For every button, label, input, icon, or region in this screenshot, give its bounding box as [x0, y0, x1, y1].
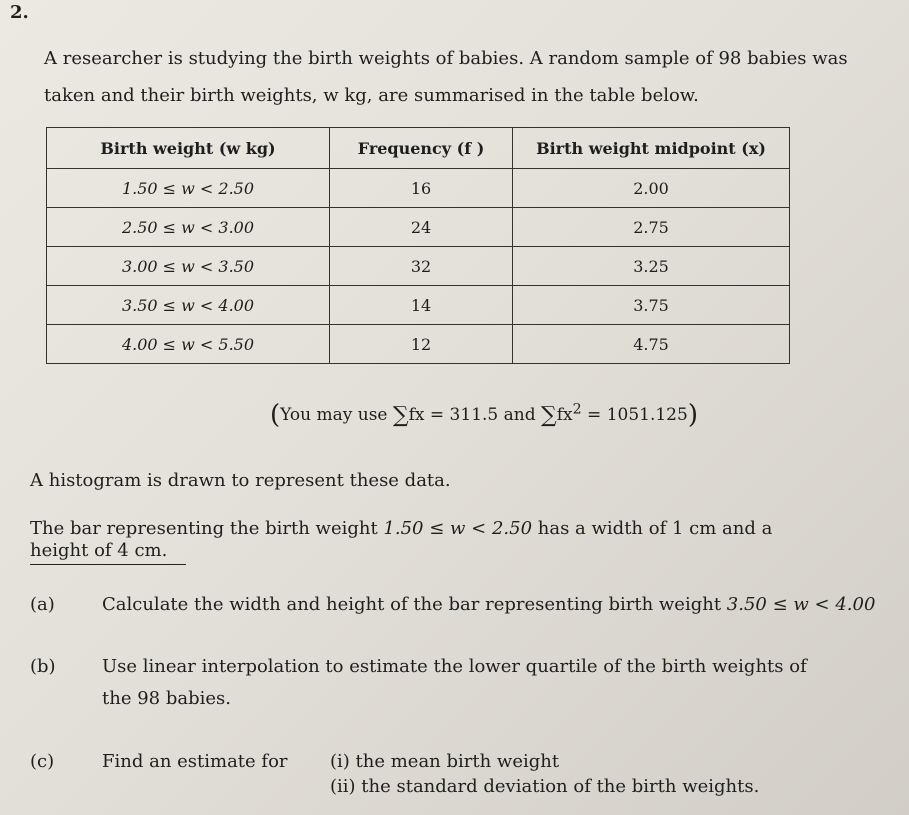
hint-prefix: You may use — [280, 405, 388, 425]
part-c-i: (i) the mean birth weight — [330, 751, 560, 772]
sum-fx2-value: = 1051.125 — [581, 405, 688, 425]
sigma-icon: ∑ — [392, 403, 409, 428]
midpoint-cell: 3.25 — [513, 247, 790, 286]
frequency-cell: 14 — [330, 286, 513, 325]
range-cell: 4.00 ≤ w < 5.50 — [47, 325, 330, 364]
bar-description-line-1 — [30, 518, 772, 539]
hint-and: and — [503, 405, 536, 425]
frequency-cell: 12 — [330, 325, 513, 364]
open-paren-glyph: ( — [270, 400, 281, 430]
table-row — [47, 325, 790, 364]
midpoint-cell: 2.00 — [513, 169, 790, 208]
intro-paragraph — [44, 40, 874, 114]
range-cell: 3.00 ≤ w < 3.50 — [47, 247, 330, 286]
birth-weight-table — [46, 127, 790, 364]
question-number: 2. — [10, 2, 29, 23]
part-b-line-1: Use linear interpolation to estimate the lower quartile of the birth weights of — [102, 656, 807, 677]
part-c-text: Find an estimate for — [102, 751, 288, 772]
midpoint-cell: 2.75 — [513, 208, 790, 247]
range-cell: 1.50 ≤ w < 2.50 — [47, 169, 330, 208]
bar-range: 1.50 ≤ w < 2.50 — [383, 518, 533, 539]
part-b-label: (b) — [30, 656, 56, 677]
part-a-text — [102, 594, 875, 615]
frequency-cell: 24 — [330, 208, 513, 247]
part-a-label: (a) — [30, 594, 55, 615]
part-a-question: Calculate the width and height of the bar representing birth weight — [102, 594, 727, 615]
range-cell: 2.50 ≤ w < 3.00 — [47, 208, 330, 247]
header-frequency: Frequency (f ) — [330, 128, 513, 169]
midpoint-cell: 4.75 — [513, 325, 790, 364]
range-cell: 3.50 ≤ w < 4.00 — [47, 286, 330, 325]
formula-hint — [270, 400, 698, 430]
table-header-row — [47, 128, 790, 169]
close-paren-glyph: ) — [687, 400, 698, 430]
intro-line-2: taken and their birth weights, w kg, are summarised in the table below. — [44, 85, 699, 106]
bar-description-line-2: height of 4 cm. — [30, 540, 186, 565]
table-row — [47, 286, 790, 325]
sum-fx: fx = 311.5 — [408, 405, 499, 425]
sigma-icon: ∑ — [541, 403, 557, 428]
header-midpoint: Birth weight midpoint (x) — [513, 128, 790, 169]
histogram-statement: A histogram is drawn to represent these data. — [30, 470, 451, 491]
frequency-cell: 32 — [330, 247, 513, 286]
frequency-cell: 16 — [330, 169, 513, 208]
bar-text-b: has a width of 1 cm and a — [532, 518, 773, 539]
sum-fx2-exponent: 2 — [572, 401, 582, 418]
table-row — [47, 169, 790, 208]
part-c-ii: (ii) the standard deviation of the birth weights. — [330, 776, 760, 797]
sum-fx2-base: fx — [556, 405, 573, 425]
intro-line-1: A researcher is studying the birth weights of babies. A random sample of 98 babies was — [44, 48, 848, 69]
table-row — [47, 208, 790, 247]
midpoint-cell: 3.75 — [513, 286, 790, 325]
part-b-line-2: the 98 babies. — [102, 688, 231, 709]
part-a-range: 3.50 ≤ w < 4.00 — [726, 594, 876, 615]
part-c-label: (c) — [30, 751, 55, 772]
header-birth-weight: Birth weight (w kg) — [47, 128, 330, 169]
table-row — [47, 247, 790, 286]
bar-text-a: The bar representing the birth weight — [30, 518, 384, 539]
